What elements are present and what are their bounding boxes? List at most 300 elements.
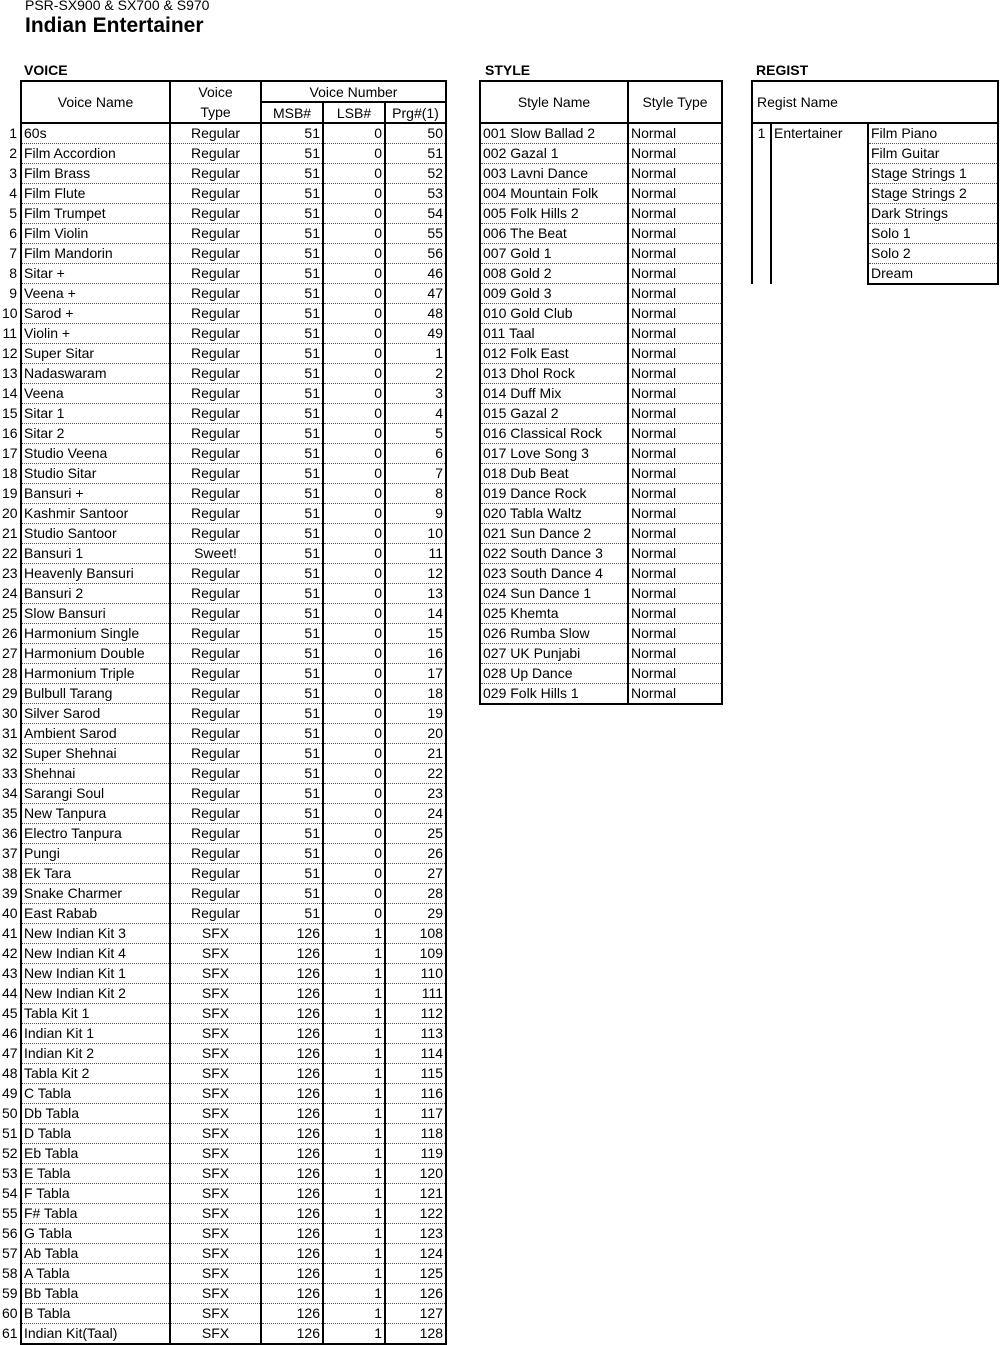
voice-index: 39 [2,885,18,901]
regist-name-header: Regist Name [752,81,998,123]
voice-row [0,744,446,764]
voice-name: Tabla Kit 1 [21,1004,170,1024]
voice-prg: 113 [385,1024,446,1044]
style-row [480,123,722,144]
style-name: 023 South Dance 4 [480,564,628,584]
voice-lsb: 1 [323,1324,385,1345]
voice-name: Sitar 1 [21,404,170,424]
voice-lsb: 0 [323,864,385,884]
voice-name: New Indian Kit 1 [21,964,170,984]
voice-index: 6 [9,225,17,241]
voice-name: A Tabla [21,1264,170,1284]
voice-msb: 51 [261,764,323,784]
voice-lsb: 0 [323,344,385,364]
voice-type: SFX [170,944,261,964]
voice-type-header-2: Type [170,102,261,123]
voice-row [0,584,446,604]
voice-prg: 15 [385,624,446,644]
voice-msb: 51 [261,884,323,904]
style-row [480,444,722,464]
voice-type: SFX [170,1104,261,1124]
style-row [480,284,722,304]
voice-lsb: 0 [323,464,385,484]
voice-type: Regular [170,464,261,484]
style-name: 029 Folk Hills 1 [480,684,628,705]
voice-lsb: 0 [323,444,385,464]
voice-msb: 126 [261,984,323,1004]
style-type: Normal [628,444,722,464]
voice-name: Film Mandorin [21,244,170,264]
voice-prg: 23 [385,784,446,804]
voice-type: Regular [170,424,261,444]
voice-name: Sitar 2 [21,424,170,444]
voice-lsb: 0 [323,544,385,564]
voice-msb: 51 [261,164,323,184]
style-name: 027 UK Punjabi [480,644,628,664]
voice-index: 4 [9,185,17,201]
voice-lsb: 0 [323,264,385,284]
voice-row [0,444,446,464]
voice-lsb: 1 [323,924,385,944]
style-type: Normal [628,144,722,164]
voice-lsb: 1 [323,1204,385,1224]
voice-type: Regular [170,224,261,244]
voice-index: 3 [9,165,17,181]
voice-msb: 51 [261,404,323,424]
voice-name: Silver Sarod [21,704,170,724]
voice-row [0,824,446,844]
voice-prg: 114 [385,1044,446,1064]
voice-name: Shehnai [21,764,170,784]
voice-index: 52 [2,1145,18,1161]
voice-index: 31 [2,725,18,741]
voice-prg: 6 [385,444,446,464]
voice-index: 28 [2,665,18,681]
voice-lsb: 0 [323,384,385,404]
prg-header: Prg#(1) [385,102,446,123]
voice-name: Film Flute [21,184,170,204]
style-name: 005 Folk Hills 2 [480,204,628,224]
style-name: 012 Folk East [480,344,628,364]
voice-msb: 51 [261,864,323,884]
voice-index: 41 [2,925,18,941]
voice-name: Harmonium Triple [21,664,170,684]
voice-prg: 49 [385,324,446,344]
voice-prg: 21 [385,744,446,764]
voice-lsb: 0 [323,744,385,764]
voice-type: Regular [170,744,261,764]
voice-index: 36 [2,825,18,841]
voice-prg: 127 [385,1304,446,1324]
voice-lsb: 0 [323,584,385,604]
voice-type: Regular [170,204,261,224]
voice-type: SFX [170,1004,261,1024]
style-name: 003 Lavni Dance [480,164,628,184]
style-type: Normal [628,224,722,244]
voice-name: Sitar + [21,264,170,284]
voice-index: 18 [2,465,18,481]
voice-msb: 51 [261,664,323,684]
style-type-header: Style Type [628,81,722,123]
voice-row [0,704,446,724]
style-name: 025 Khemta [480,604,628,624]
style-name: 002 Gazal 1 [480,144,628,164]
voice-name: Sarod + [21,304,170,324]
style-row [480,684,722,705]
voice-index: 15 [2,405,18,421]
voice-type: Regular [170,784,261,804]
voice-row [0,224,446,244]
voice-lsb: 0 [323,123,385,144]
voice-index: 40 [2,905,18,921]
voice-prg: 124 [385,1244,446,1264]
voice-name: East Rabab [21,904,170,924]
voice-prg: 8 [385,484,446,504]
voice-name: Nadaswaram [21,364,170,384]
voice-type: SFX [170,984,261,1004]
voice-name: Studio Sitar [21,464,170,484]
style-name: 014 Duff Mix [480,384,628,404]
voice-name: Super Shehnai [21,744,170,764]
voice-index: 59 [2,1285,18,1301]
voice-row [0,484,446,504]
voice-row [0,404,446,424]
voice-lsb: 0 [323,284,385,304]
voice-row [0,1244,446,1264]
voice-name: E Tabla [21,1164,170,1184]
style-type: Normal [628,304,722,324]
voice-name: Kashmir Santoor [21,504,170,524]
voice-prg: 119 [385,1144,446,1164]
style-row [480,504,722,524]
regist-bank-number: 1 [752,123,771,284]
regist-memory-name: Solo 1 [868,224,998,244]
voice-name: F Tabla [21,1184,170,1204]
voice-prg: 12 [385,564,446,584]
voice-index: 21 [2,525,18,541]
voice-type: SFX [170,1324,261,1345]
voice-msb: 51 [261,304,323,324]
voice-name: Film Violin [21,224,170,244]
voice-type: Regular [170,184,261,204]
voice-msb: 51 [261,724,323,744]
voice-row [0,1124,446,1144]
voice-row [0,764,446,784]
voice-index-header [0,81,21,123]
voice-type: Regular [170,304,261,324]
regist-memory-name: Stage Strings 2 [868,184,998,204]
voice-name: Bansuri 1 [21,544,170,564]
voice-index: 48 [2,1065,18,1081]
voice-type: SFX [170,1164,261,1184]
regist-row [752,123,998,144]
voice-type: Regular [170,884,261,904]
voice-lsb: 0 [323,364,385,384]
style-row [480,324,722,344]
voice-msb: 51 [261,504,323,524]
regist-memory-name: Dark Strings [868,204,998,224]
voice-name: Snake Charmer [21,884,170,904]
voice-type: Sweet! [170,544,261,564]
style-type: Normal [628,424,722,444]
voice-name: Ek Tara [21,864,170,884]
voice-msb: 51 [261,824,323,844]
voice-name: Indian Kit 1 [21,1024,170,1044]
voice-lsb: 0 [323,524,385,544]
style-name: 008 Gold 2 [480,264,628,284]
style-row [480,164,722,184]
regist-memory-name: Film Piano [868,123,998,144]
voice-lsb: 0 [323,604,385,624]
voice-row [0,904,446,924]
voice-type: Regular [170,504,261,524]
style-type: Normal [628,384,722,404]
voice-lsb: 1 [323,964,385,984]
voice-lsb: 1 [323,1104,385,1124]
voice-msb: 51 [261,424,323,444]
voice-type: Regular [170,164,261,184]
voice-name: Indian Kit 2 [21,1044,170,1064]
style-table [479,80,723,705]
voice-msb: 126 [261,1264,323,1284]
style-type: Normal [628,184,722,204]
voice-index: 7 [9,245,17,261]
voice-name: Tabla Kit 2 [21,1064,170,1084]
style-row [480,624,722,644]
voice-row [0,944,446,964]
voice-row [0,1204,446,1224]
voice-type: Regular [170,344,261,364]
style-name: 024 Sun Dance 1 [480,584,628,604]
voice-index: 22 [2,545,18,561]
voice-row [0,984,446,1004]
voice-msb: 51 [261,384,323,404]
voice-lsb: 0 [323,764,385,784]
voice-type: SFX [170,1064,261,1084]
voice-type: Regular [170,404,261,424]
voice-prg: 18 [385,684,446,704]
style-name: 013 Dhol Rock [480,364,628,384]
style-type: Normal [628,664,722,684]
voice-prg: 27 [385,864,446,884]
voice-prg: 112 [385,1004,446,1024]
style-type: Normal [628,504,722,524]
voice-msb: 51 [261,844,323,864]
voice-index: 46 [2,1025,18,1041]
voice-msb: 126 [261,1284,323,1304]
voice-name: Super Sitar [21,344,170,364]
voice-name: Eb Tabla [21,1144,170,1164]
voice-msb: 126 [261,1044,323,1064]
voice-row [0,1304,446,1324]
style-row [480,384,722,404]
voice-prg: 26 [385,844,446,864]
voice-row [0,204,446,224]
voice-prg: 4 [385,404,446,424]
voice-msb: 51 [261,464,323,484]
voice-lsb: 0 [323,424,385,444]
voice-name: Harmonium Single [21,624,170,644]
voice-msb: 126 [261,1124,323,1144]
voice-lsb: 0 [323,884,385,904]
style-name: 021 Sun Dance 2 [480,524,628,544]
voice-index: 43 [2,965,18,981]
voice-row [0,464,446,484]
voice-index: 53 [2,1165,18,1181]
voice-prg: 111 [385,984,446,1004]
voice-type: SFX [170,924,261,944]
voice-prg: 22 [385,764,446,784]
voice-prg: 10 [385,524,446,544]
voice-name: Veena [21,384,170,404]
voice-msb: 51 [261,644,323,664]
voice-msb: 51 [261,784,323,804]
voice-index: 27 [2,645,18,661]
style-type: Normal [628,324,722,344]
voice-msb: 126 [261,1324,323,1345]
voice-type: Regular [170,824,261,844]
style-row [480,644,722,664]
voice-index: 8 [9,265,17,281]
voice-type: SFX [170,1244,261,1264]
voice-name: Bansuri + [21,484,170,504]
style-name: 009 Gold 3 [480,284,628,304]
voice-row [0,284,446,304]
voice-name: Electro Tanpura [21,824,170,844]
voice-msb: 51 [261,584,323,604]
voice-msb: 126 [261,1164,323,1184]
voice-type: SFX [170,1204,261,1224]
voice-row [0,1164,446,1184]
voice-type: Regular [170,123,261,144]
voice-type: Regular [170,604,261,624]
style-type: Normal [628,204,722,224]
voice-row [0,544,446,564]
voice-section-label: VOICE [24,62,68,78]
voice-msb: 51 [261,904,323,924]
voice-row [0,844,446,864]
voice-lsb: 0 [323,684,385,704]
voice-index: 23 [2,565,18,581]
voice-msb: 126 [261,1064,323,1084]
style-name: 022 South Dance 3 [480,544,628,564]
regist-memory-name: Stage Strings 1 [868,164,998,184]
voice-index: 37 [2,845,18,861]
style-row [480,424,722,444]
style-row [480,204,722,224]
voice-name: Ambient Sarod [21,724,170,744]
voice-index: 26 [2,625,18,641]
voice-index: 10 [2,305,18,321]
voice-row [0,524,446,544]
voice-msb: 51 [261,624,323,644]
voice-row [0,724,446,744]
voice-name: Violin + [21,324,170,344]
voice-msb: 126 [261,1244,323,1264]
voice-index: 45 [2,1005,18,1021]
voice-msb: 51 [261,244,323,264]
style-type: Normal [628,544,722,564]
voice-type: SFX [170,1224,261,1244]
style-type: Normal [628,584,722,604]
style-type: Normal [628,344,722,364]
voice-type: Regular [170,644,261,664]
regist-memory-name: Dream [868,264,998,285]
voice-index: 16 [2,425,18,441]
voice-type: SFX [170,1124,261,1144]
style-name: 006 The Beat [480,224,628,244]
voice-row [0,784,446,804]
voice-name: Indian Kit(Taal) [21,1324,170,1345]
voice-prg: 128 [385,1324,446,1345]
voice-row [0,804,446,824]
voice-row [0,144,446,164]
voice-type: Regular [170,284,261,304]
voice-row [0,164,446,184]
voice-msb: 51 [261,744,323,764]
voice-lsb: 0 [323,164,385,184]
voice-lsb: 0 [323,564,385,584]
voice-prg: 48 [385,304,446,324]
voice-index: 19 [2,485,18,501]
voice-lsb: 0 [323,404,385,424]
voice-name: 60s [21,123,170,144]
style-row [480,484,722,504]
msb-header: MSB# [261,102,323,123]
voice-name: B Tabla [21,1304,170,1324]
voice-row [0,1064,446,1084]
voice-lsb: 1 [323,1124,385,1144]
style-name-header: Style Name [480,81,628,123]
style-type: Normal [628,404,722,424]
voice-name: Pungi [21,844,170,864]
style-type: Normal [628,244,722,264]
voice-lsb: 1 [323,1304,385,1324]
voice-type: Regular [170,384,261,404]
voice-type: SFX [170,1024,261,1044]
voice-lsb: 1 [323,1184,385,1204]
voice-msb: 126 [261,964,323,984]
voice-lsb: 0 [323,484,385,504]
voice-name-header: Voice Name [21,81,170,123]
style-name: 017 Love Song 3 [480,444,628,464]
voice-msb: 51 [261,184,323,204]
voice-index: 30 [2,705,18,721]
regist-memory-name: Solo 2 [868,244,998,264]
voice-prg: 25 [385,824,446,844]
voice-prg: 120 [385,1164,446,1184]
voice-row [0,424,446,444]
style-row [480,544,722,564]
voice-msb: 126 [261,1204,323,1224]
voice-index: 51 [2,1125,18,1141]
regist-table [751,80,999,285]
voice-index: 20 [2,505,18,521]
voice-row [0,604,446,624]
voice-msb: 126 [261,1224,323,1244]
voice-index: 24 [2,585,18,601]
voice-name: Veena + [21,284,170,304]
voice-prg: 117 [385,1104,446,1124]
voice-msb: 51 [261,344,323,364]
style-type: Normal [628,464,722,484]
voice-prg: 126 [385,1284,446,1304]
voice-row [0,123,446,144]
voice-msb: 126 [261,924,323,944]
voice-row [0,964,446,984]
voice-type: Regular [170,764,261,784]
style-section-label: STYLE [485,62,531,78]
